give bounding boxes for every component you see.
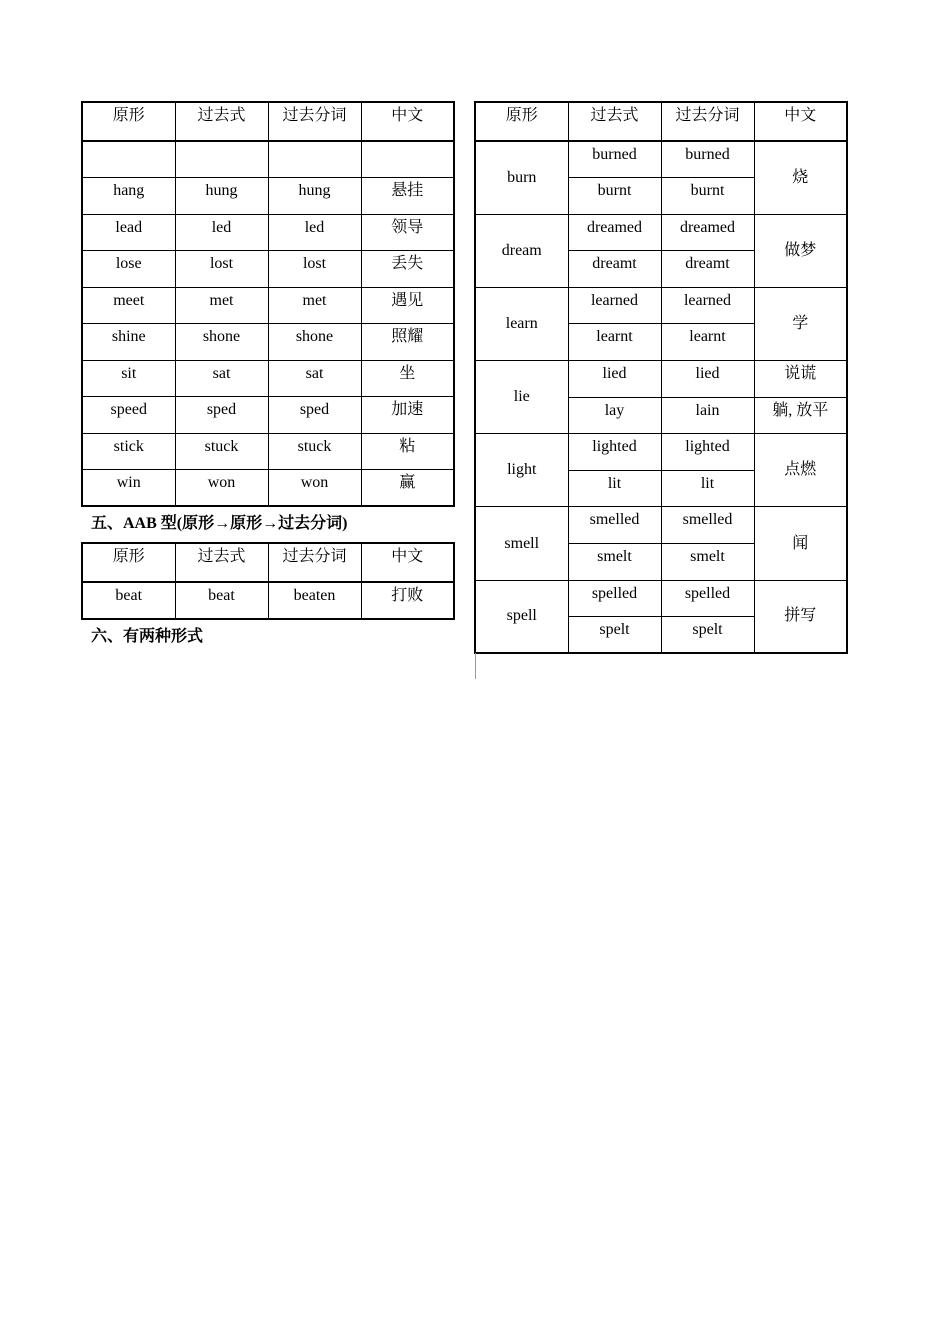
table-row	[82, 287, 454, 324]
base-form-cell: light	[475, 434, 568, 507]
past-tense-cell: lit	[568, 470, 661, 507]
table-row	[475, 141, 847, 178]
table-row	[82, 433, 454, 470]
chinese-meaning-cell: 坐	[361, 360, 454, 397]
past-participle-cell: dreamt	[661, 251, 754, 288]
header-chinese: 中文	[361, 543, 454, 582]
past-participle-cell: lain	[661, 397, 754, 434]
past-tense-cell: lost	[175, 251, 268, 288]
past-tense-cell: stuck	[175, 433, 268, 470]
base-form-cell: sit	[82, 360, 175, 397]
past-tense-cell: sped	[175, 397, 268, 434]
past-participle-cell: lied	[661, 361, 754, 398]
header-past-tense: 过去式	[568, 102, 661, 141]
past-participle-cell: led	[268, 214, 361, 251]
base-form-cell: speed	[82, 397, 175, 434]
chinese-meaning-cell	[361, 141, 454, 178]
past-tense-cell: shone	[175, 324, 268, 361]
past-tense-cell: burnt	[568, 178, 661, 215]
past-tense-cell	[175, 141, 268, 178]
table-row	[82, 397, 454, 434]
section-5-heading: 五、AAB 型(原形→原形→过去分词)	[91, 515, 348, 532]
base-form-cell: learn	[475, 287, 568, 360]
table-row	[82, 470, 454, 507]
chinese-meaning-cell: 拼写	[754, 580, 847, 653]
past-participle-cell: lighted	[661, 434, 754, 471]
table-row	[475, 434, 847, 471]
past-tense-cell: lighted	[568, 434, 661, 471]
past-participle-cell: burned	[661, 141, 754, 178]
past-participle-cell: spelled	[661, 580, 754, 617]
past-participle-cell: shone	[268, 324, 361, 361]
past-participle-cell: hung	[268, 178, 361, 215]
past-tense-cell: met	[175, 287, 268, 324]
header-chinese: 中文	[754, 102, 847, 141]
chinese-meaning-cell: 悬挂	[361, 178, 454, 215]
header-row	[475, 102, 847, 141]
chinese-meaning-cell: 打败	[361, 582, 454, 619]
past-tense-cell: spelt	[568, 617, 661, 654]
base-form-cell: meet	[82, 287, 175, 324]
chinese-meaning-cell: 点燃	[754, 434, 847, 507]
table-row	[82, 582, 454, 619]
header-chinese: 中文	[361, 102, 454, 141]
past-participle-cell: spelt	[661, 617, 754, 654]
past-tense-cell: dreamt	[568, 251, 661, 288]
past-tense-cell: dreamed	[568, 214, 661, 251]
past-participle-cell: sped	[268, 397, 361, 434]
chinese-meaning-cell: 照耀	[361, 324, 454, 361]
header-base-form: 原形	[82, 102, 175, 141]
table-row	[82, 324, 454, 361]
base-form-cell: beat	[82, 582, 175, 619]
aab-verb-table	[81, 542, 455, 620]
past-participle-cell: smelled	[661, 507, 754, 544]
chinese-meaning-cell: 躺, 放平	[754, 397, 847, 434]
base-form-cell: lose	[82, 251, 175, 288]
past-participle-cell: lost	[268, 251, 361, 288]
past-tense-cell: beat	[175, 582, 268, 619]
table-row	[475, 287, 847, 324]
base-form-cell: smell	[475, 507, 568, 580]
chinese-meaning-cell: 丢失	[361, 251, 454, 288]
table-row	[82, 178, 454, 215]
table-row	[82, 251, 454, 288]
base-form-cell	[82, 141, 175, 178]
past-tense-cell: lay	[568, 397, 661, 434]
header-base-form: 原形	[475, 102, 568, 141]
base-form-cell: spell	[475, 580, 568, 653]
past-participle-cell: burnt	[661, 178, 754, 215]
section-6-heading: 六、有两种形式	[91, 628, 204, 645]
base-form-cell: shine	[82, 324, 175, 361]
table-row	[475, 214, 847, 251]
verb-table-left	[81, 101, 455, 507]
past-participle-cell: lit	[661, 470, 754, 507]
past-tense-cell: led	[175, 214, 268, 251]
header-past-tense: 过去式	[175, 543, 268, 582]
header-row	[82, 543, 454, 582]
past-tense-cell: hung	[175, 178, 268, 215]
header-past-participle: 过去分词	[268, 543, 361, 582]
past-tense-cell: won	[175, 470, 268, 507]
base-form-cell: stick	[82, 433, 175, 470]
past-participle-cell: learnt	[661, 324, 754, 361]
past-participle-cell: met	[268, 287, 361, 324]
past-participle-cell	[268, 141, 361, 178]
two-forms-verb-table	[474, 101, 848, 654]
header-base-form: 原形	[82, 543, 175, 582]
chinese-meaning-cell: 说谎	[754, 361, 847, 398]
past-tense-cell: smelt	[568, 544, 661, 581]
chinese-meaning-cell: 加速	[361, 397, 454, 434]
past-tense-cell: learned	[568, 287, 661, 324]
table-row	[82, 360, 454, 397]
past-tense-cell: spelled	[568, 580, 661, 617]
past-participle-cell: beaten	[268, 582, 361, 619]
table-row	[475, 580, 847, 617]
chinese-meaning-cell: 遇见	[361, 287, 454, 324]
chinese-meaning-cell: 赢	[361, 470, 454, 507]
chinese-meaning-cell: 学	[754, 287, 847, 360]
past-tense-cell: smelled	[568, 507, 661, 544]
past-participle-cell: smelt	[661, 544, 754, 581]
past-tense-cell: lied	[568, 361, 661, 398]
base-form-cell: lie	[475, 361, 568, 434]
base-form-cell: dream	[475, 214, 568, 287]
table-row	[475, 507, 847, 544]
base-form-cell: lead	[82, 214, 175, 251]
past-tense-cell: sat	[175, 360, 268, 397]
past-tense-cell: burned	[568, 141, 661, 178]
past-tense-cell: learnt	[568, 324, 661, 361]
header-past-participle: 过去分词	[268, 102, 361, 141]
divider-line	[475, 653, 476, 679]
header-past-participle: 过去分词	[661, 102, 754, 141]
table-row	[475, 361, 847, 398]
table-row	[82, 214, 454, 251]
chinese-meaning-cell: 做梦	[754, 214, 847, 287]
chinese-meaning-cell: 粘	[361, 433, 454, 470]
base-form-cell: burn	[475, 141, 568, 214]
chinese-meaning-cell: 领导	[361, 214, 454, 251]
chinese-meaning-cell: 烧	[754, 141, 847, 214]
past-participle-cell: learned	[661, 287, 754, 324]
past-participle-cell: dreamed	[661, 214, 754, 251]
chinese-meaning-cell: 闻	[754, 507, 847, 580]
header-row	[82, 102, 454, 141]
table-row	[82, 141, 454, 178]
past-participle-cell: stuck	[268, 433, 361, 470]
past-participle-cell: won	[268, 470, 361, 507]
base-form-cell: win	[82, 470, 175, 507]
past-participle-cell: sat	[268, 360, 361, 397]
base-form-cell: hang	[82, 178, 175, 215]
header-past-tense: 过去式	[175, 102, 268, 141]
